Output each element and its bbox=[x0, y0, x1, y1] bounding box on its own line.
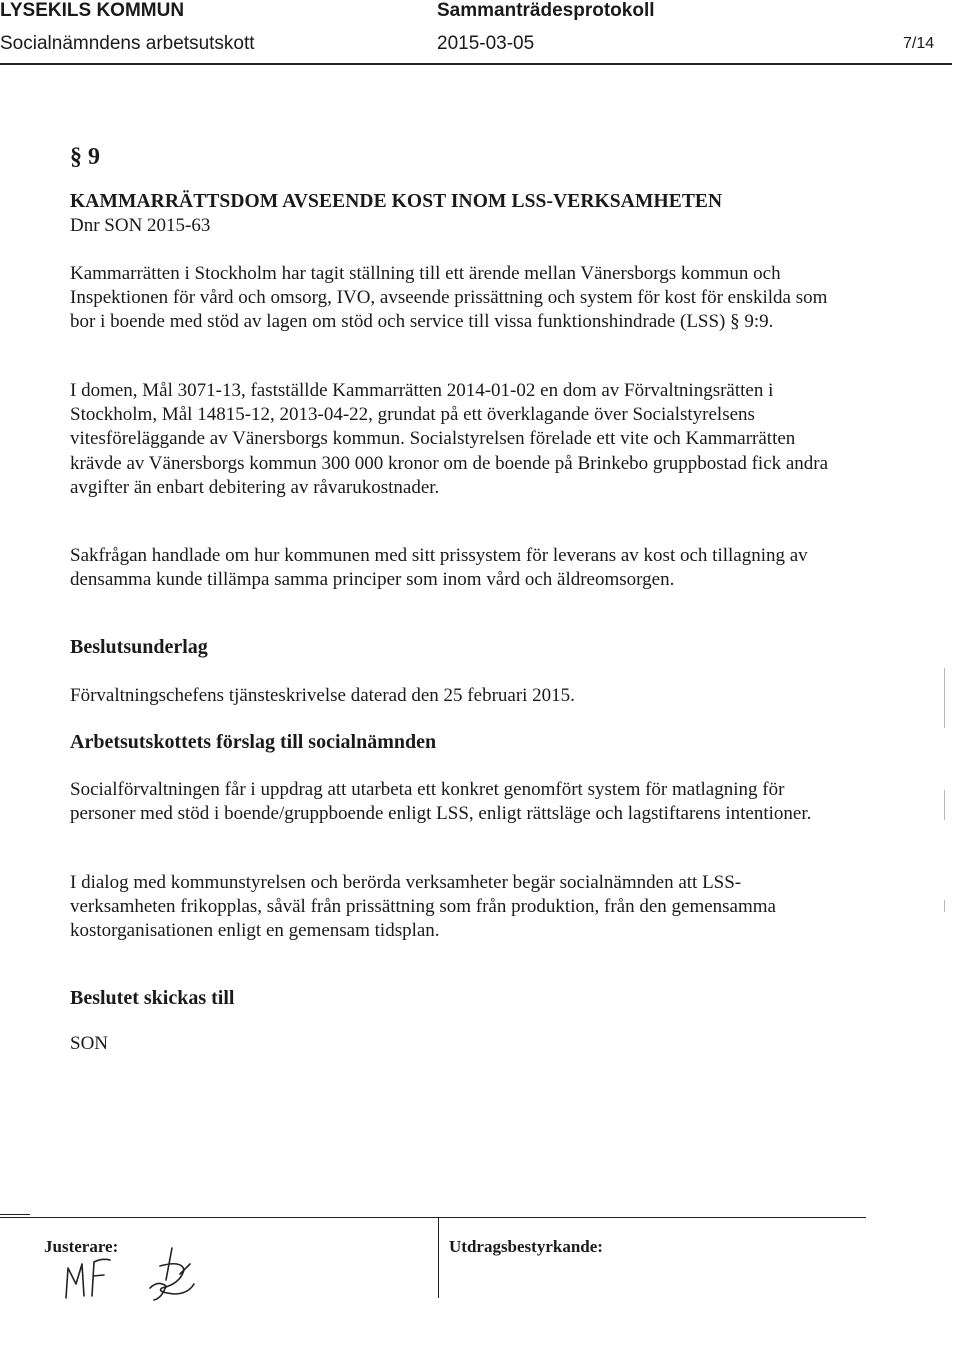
signature-initials bbox=[62, 1240, 202, 1306]
beslutsunderlag-heading: Beslutsunderlag bbox=[70, 636, 208, 658]
justerare-label: Justerare: bbox=[44, 1237, 119, 1256]
utdragsbestyrkande-label: Utdragsbestyrkande: bbox=[449, 1237, 603, 1256]
footer-tick bbox=[0, 1214, 30, 1215]
forslag-paragraph-1: Socialförvaltningen får i uppdrag att utarbeta ett konkret genomfört system för matlagning för personer med stöd i boende/gruppboende enligt LSS, enligt rättsläge och lagstiftarens intentioner. bbox=[70, 779, 812, 825]
committee-name: Socialnämndens arbetsutskott bbox=[0, 33, 255, 54]
meeting-date: 2015-03-05 bbox=[437, 33, 535, 54]
section-number: § 9 bbox=[70, 144, 100, 170]
section-title: KAMMARRÄTTSDOM AVSEENDE KOST INOM LSS-VERKSAMHETEN bbox=[70, 191, 723, 212]
forslag-heading: Arbetsutskottets förslag till socialnämnden bbox=[70, 731, 437, 753]
paragraph-background: Kammarrätten i Stockholm har tagit ställning till ett ärende mellan Vänersborgs kommun och Inspektionen för vård och omsorg, IVO, avseende prissättning och system för kost för enskilda som bor i boende med stöd av lagen om stöd och service till vissa funktionshindrade (LSS) § 9:9. bbox=[70, 263, 828, 333]
case-number: Dnr SON 2015-63 bbox=[70, 215, 211, 236]
recipient: SON bbox=[70, 1033, 109, 1054]
forslag-paragraph-2: I dialog med kommunstyrelsen och berörda verksamheter begär socialnämnden att LSS-verksamheten frikopplas, såväl från prissättning som från produktion, från den gemensamma kostorganisationen enligt en gemensam tidsplan. bbox=[70, 872, 776, 942]
org-name: LYSEKILS KOMMUN bbox=[0, 0, 185, 21]
footer-rule bbox=[0, 1217, 866, 1218]
paragraph-ruling: I domen, Mål 3071-13, fastställde Kammarrätten 2014-01-02 en dom av Förvaltningsrätten i Stockholm, Mål 14815-12, 2013-04-22, grundat på ett överklagande över Socialstyrelsens vitesföreläggande av Vänersborgs kommun. Socialstyrelsen förelade ett vite och Kammarrätten krävde av Vänersborgs kommun 300 000 kronor om de boende på Brinkebo gruppbostad fick andra avgifter än enbart debitering av råvarukostnader. bbox=[70, 380, 829, 498]
scan-margin-mark bbox=[944, 668, 945, 728]
scan-margin-mark bbox=[944, 900, 945, 912]
scan-margin-mark bbox=[944, 790, 945, 820]
page-number: 7/14 bbox=[903, 35, 935, 52]
beslutsunderlag-text: Förvaltningschefens tjänsteskrivelse daterad den 25 februari 2015. bbox=[70, 685, 575, 706]
header-rule bbox=[0, 63, 952, 65]
footer-divider bbox=[438, 1218, 439, 1298]
skickas-heading: Beslutet skickas till bbox=[70, 987, 235, 1009]
paragraph-issue: Sakfrågan handlade om hur kommunen med sitt prissystem för leverans av kost och tillagning av densamma kunde tillämpa samma principer som inom vård och äldreomsorgen. bbox=[70, 545, 808, 591]
document-type: Sammanträdesprotokoll bbox=[437, 0, 655, 21]
